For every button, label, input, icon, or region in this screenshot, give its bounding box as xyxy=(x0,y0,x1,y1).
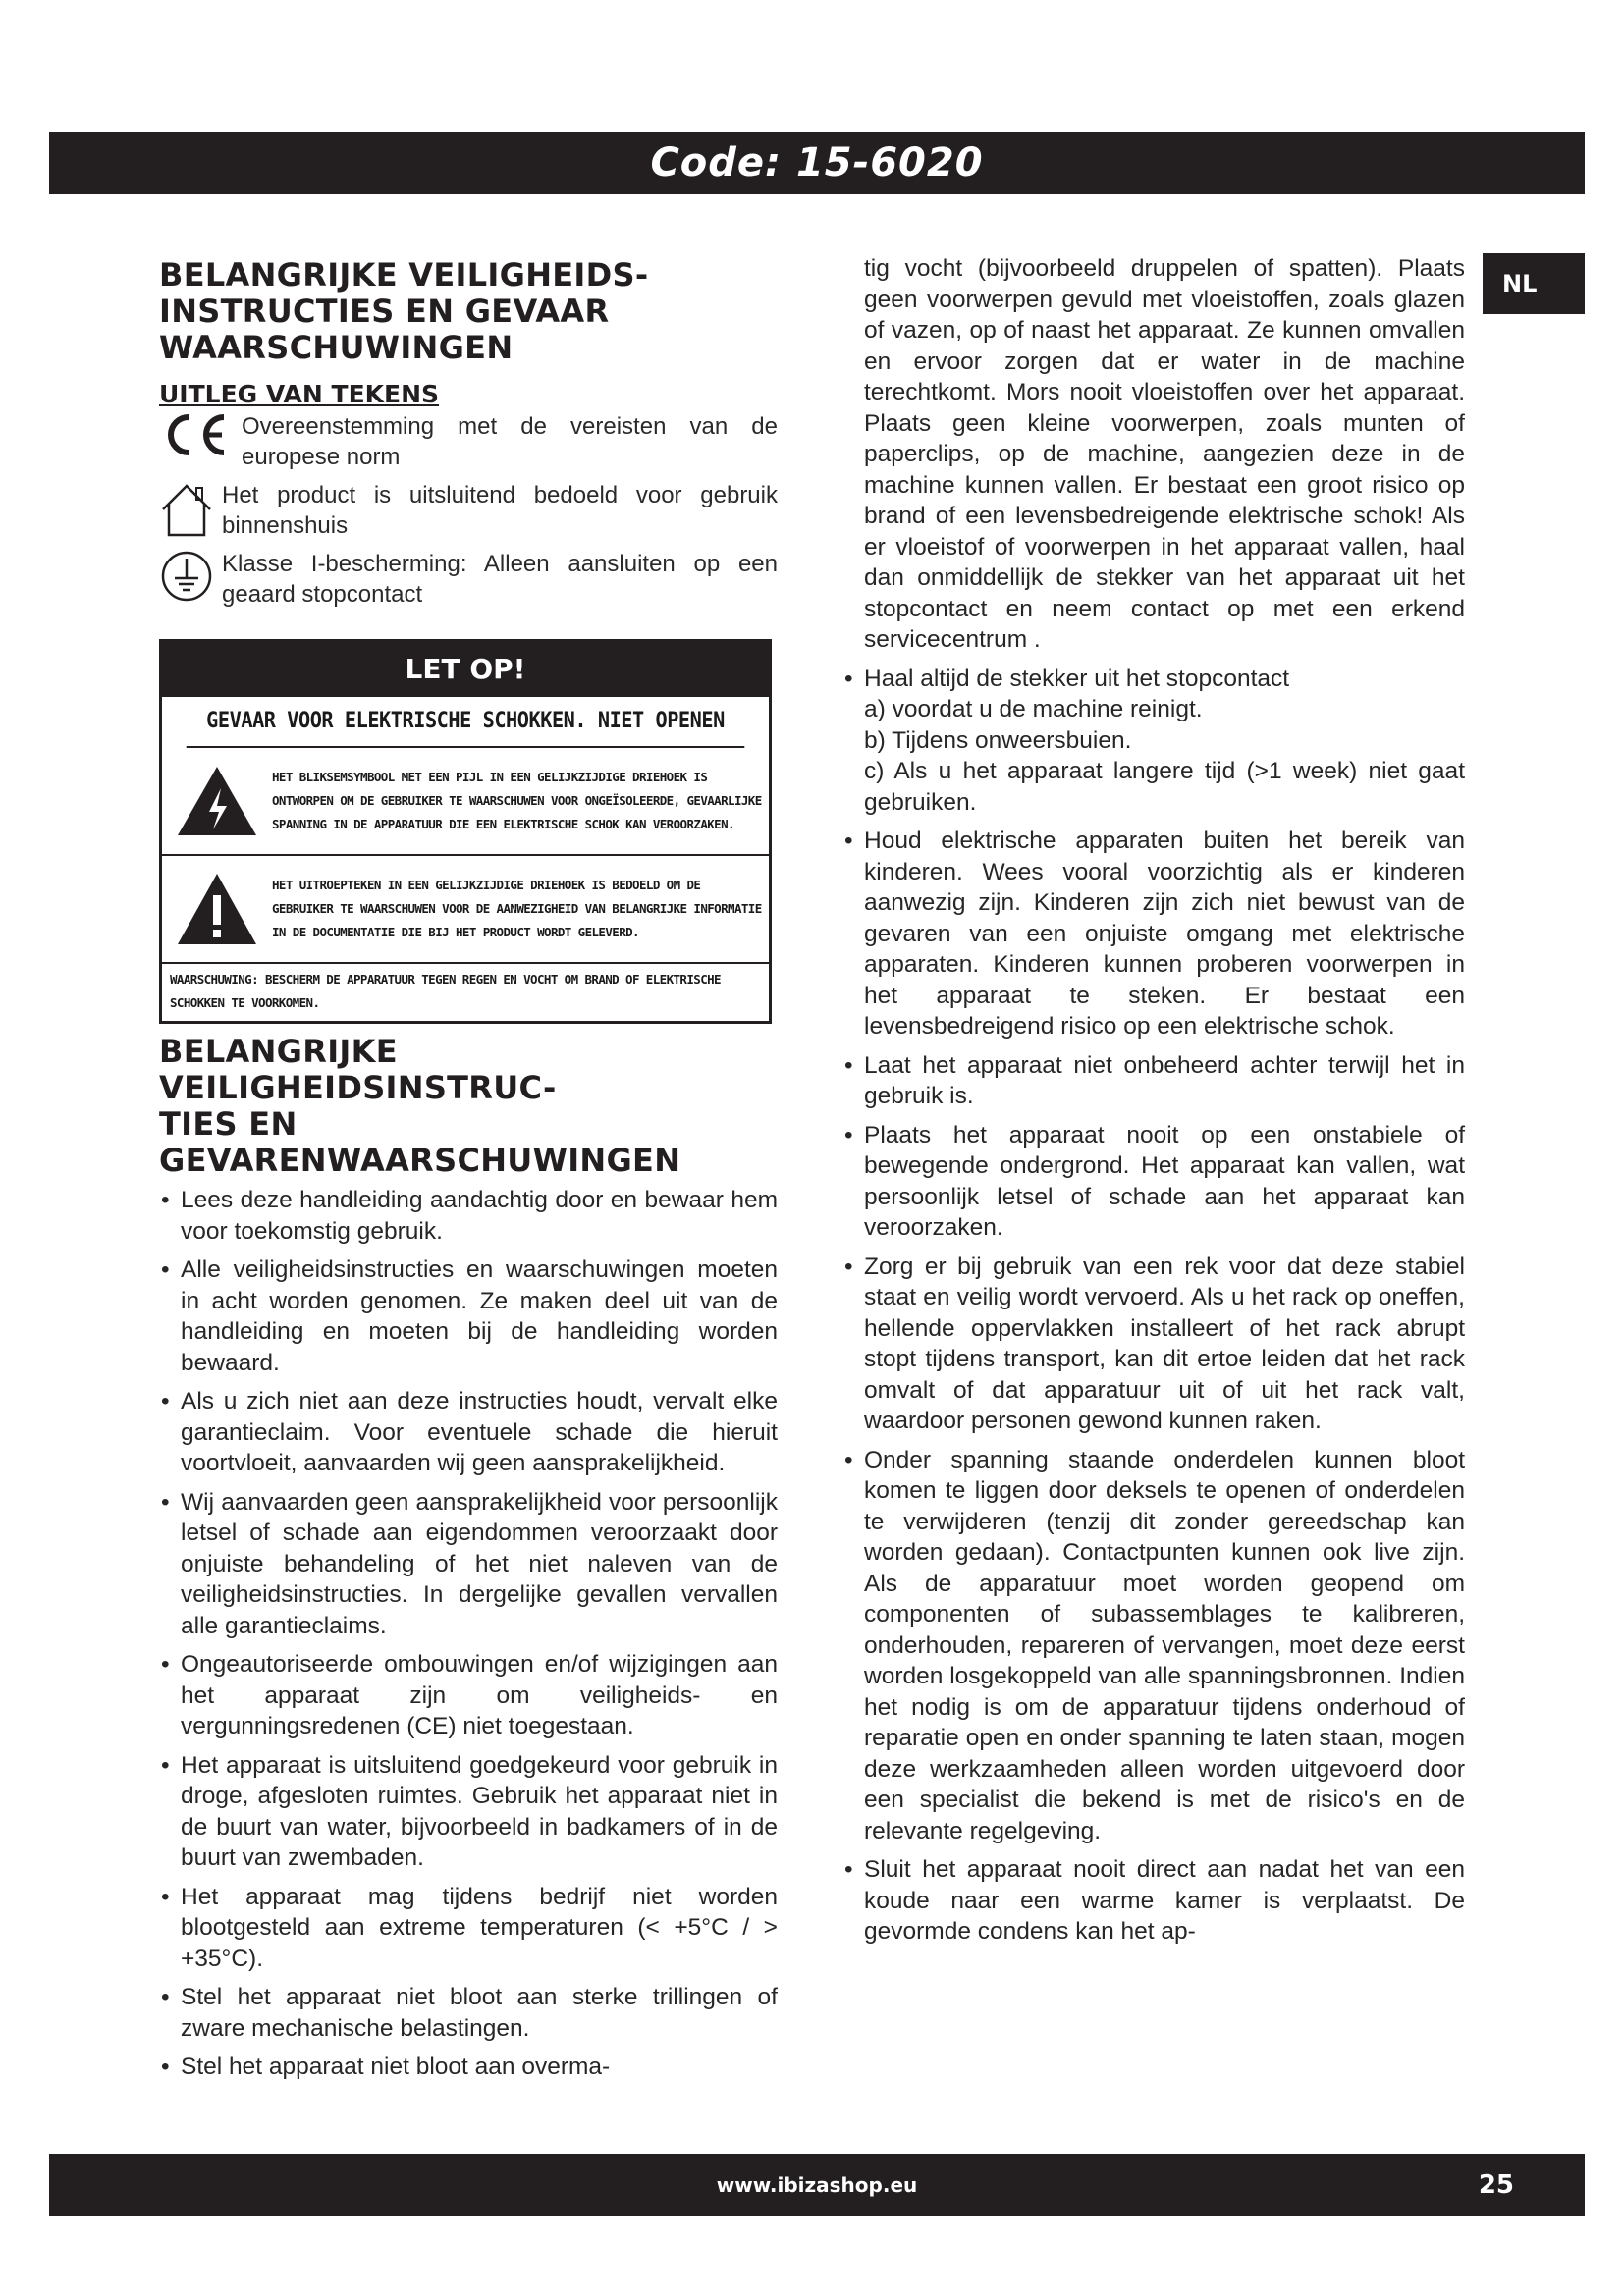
header-bar xyxy=(49,132,1585,194)
list-item: • Haal altijd de stekker uit het stopcontact a) voordat u de machine reinigt. b) Tijdens onweersbuien. c) Als u het apparaat langere tijd (>1 week) niet gaat gebruiken. xyxy=(842,664,1465,819)
ce-mark-icon xyxy=(159,411,234,466)
symbol-row-indoor xyxy=(159,480,778,547)
warning-row-exclamation xyxy=(162,856,769,964)
section-2-title: BELANGRIJKE VEILIGHEIDSINSTRUC- TIES EN GEVARENWAARSCHUWINGEN xyxy=(159,1033,681,1179)
list-item: • Ongeautoriseerde ombouwingen en/of wijzigingen aan het apparaat zijn om veiligheids- en vergunningsredenen (CE) niet toegestaan. xyxy=(159,1649,778,1742)
language-label: NL xyxy=(1502,270,1538,297)
list-item: • Lees deze handleiding aandachtig door en bewaar hem voor toekomstig gebruik. xyxy=(159,1185,778,1247)
ground-icon xyxy=(159,549,214,612)
right-bullet-list xyxy=(842,664,1465,1948)
footer-url: www.ibizashop.eu xyxy=(716,2173,918,2197)
list-item: • Houd elektrische apparaten buiten het bereik van kinderen. Wees vooral voorzichtig als er kinderen aanwezig zijn. Kinderen zijn zich niet bewust van de gevaren van een onjuiste omgang met elektrische apparaten. Kinderen kunnen proberen voorwerpen in het apparaat te steken. Er bestaat een levensbedreigend risico op een elektrische schok. xyxy=(842,826,1465,1042)
warning-box xyxy=(159,639,772,1024)
symbol-text-ce: Overeenstemming met de vereisten van de europese norm xyxy=(242,413,778,470)
list-item: • Stel het apparaat niet bloot aan sterke trillingen of zware mechanische belastingen. xyxy=(159,1982,778,2044)
list-item: • Stel het apparaat niet bloot aan overma- xyxy=(159,2052,778,2083)
legend-title: UITLEG VAN TEKENS xyxy=(159,380,440,408)
exclamation-warning-icon xyxy=(162,870,272,948)
right-column xyxy=(842,253,1465,1955)
list-item: • Plaats het apparaat nooit op een onstabiele of bewegende ondergrond. Het apparaat kan vallen, wat persoonlijk letsel of schade aan het apparaat kan veroorzaken. xyxy=(842,1120,1465,1244)
symbol-text-class1: Klasse I-bescherming: Alleen aansluiten op een geaard stopcontact xyxy=(222,551,778,608)
symbol-text-indoor: Het product is uitsluitend bedoeld voor gebruik binnenshuis xyxy=(222,482,778,539)
list-item: • Laat het apparaat niet onbeheerd achter terwijl het in gebruik is. xyxy=(842,1050,1465,1112)
list-item: • Wij aanvaarden geen aansprakelijkheid voor persoonlijk letsel of schade aan eigendommen veroorzaakt door onjuiste behandeling of het niet naleven van de veiligheidsinstructies. In dergelijke gevallen vervallen alle garantieclaims. xyxy=(159,1487,778,1642)
language-tab xyxy=(1483,253,1585,314)
left-bullet-list xyxy=(159,1185,778,2083)
list-item: • Alle veiligheidsinstructies en waarschuwingen moeten in acht worden genomen. Ze maken deel uit van de handleiding en moeten bij de handleiding worden bewaard. xyxy=(159,1255,778,1378)
exclamation-warning-text: HET UITROEPTEKEN IN EEN GELIJKZIJDIGE DRIEHOEK IS BEDOELD OM DE GEBRUIKER TE WAARSCHUWEN VOOR DE AANWEZIGHEID VAN BELANGRIJKE INFORMATIE IN DE DOCUMENTATIE DIE BIJ HET PRODUCT WORDT GELEVERD. xyxy=(272,878,762,939)
list-item: • Zorg er bij gebruik van een rek voor dat deze stabiel staat en veilig wordt vervoerd. Als u het rack op oneffen, hellende oppervlakken installeert of het rack abrupt stopt tijdens transport, kan dit ertoe leiden dat het rack omvalt of dat apparatuur uit of uit het rack valt, waardoor personen gewond kunnen raken. xyxy=(842,1252,1465,1437)
list-item: • Het apparaat mag tijdens bedrijf niet worden blootgesteld aan extreme temperaturen (< +5°C / > +35°C). xyxy=(159,1882,778,1975)
page-number: 25 xyxy=(1478,2170,1514,2200)
symbol-row-class1 xyxy=(159,549,778,612)
section-title: BELANGRIJKE VEILIGHEIDS- INSTRUCTIES EN GEVAAR WAARSCHUWINGEN xyxy=(159,256,649,366)
warning-heading: LET OP! xyxy=(162,642,769,697)
list-item: • Sluit het apparaat nooit direct aan nadat het van een koude naar een warme kamer is verplaatst. De gevormde condens kan het ap- xyxy=(842,1854,1465,1948)
warning-row-lightning xyxy=(162,748,769,856)
continuation-paragraph: tig vocht (bijvoorbeeld druppelen of spatten). Plaats geen voorwerpen gevuld met vloeistoffen, zoals glazen of vazen, op of naast het apparaat. Ze kunnen omvallen en ervoor zorgen dat er water in de machine terechtkomt. Mors nooit vloeistoffen over het apparaat. Plaats geen kleine voorwerpen, zoals munten of paperclips, op de machine, aangezien deze in de machine kunnen vallen. Er bestaat een groot risico op brand of een levensbedreigende elektrische schok! Als er vloeistof of voorwerpen in het apparaat vallen, haal dan onmiddellijk de stekker van het apparaat uit het stopcontact en neem contact op met een erkend servicecentrum . xyxy=(864,255,1465,653)
lightning-warning-text: HET BLIKSEMSYMBOOL MET EEN PIJL IN EEN GELIJKZIJDIGE DRIEHOEK IS ONTWORPEN OM DE GEBRUIKER TE WAARSCHUWEN VOOR ONGEÏSOLEERDE, GEVAARLIJKE SPANNING IN DE APPARATUUR DIE EEN ELEKTRISCHE SCHOK KAN VEROORZAKEN. xyxy=(272,770,762,831)
warning-footer: WAARSCHUWING: BESCHERM DE APPARATUUR TEGEN REGEN EN VOCHT OM BRAND OF ELEKTRISCHE SCHOKKEN TE VOORKOMEN. xyxy=(170,972,721,1010)
warning-title: GEVAAR VOOR ELEKTRISCHE SCHOKKEN. NIET OPENEN xyxy=(187,697,745,748)
product-code: Code: 15-6020 xyxy=(650,140,984,186)
list-item: • Onder spanning staande onderdelen kunnen bloot komen te liggen door deksels te openen of onderdelen te verwijderen (tenzij dit zonder gereedschap kan worden gedaan). Contactpunten kunnen ook live zijn. Als de apparatuur moet worden geopend om componenten of subassemblages te kalibreren, onderhouden, repareren of vervangen, moet deze eerst worden losgekoppeld van alle spanningsbronnen. Indien het nodig is om de apparatuur tijdens onderhoud of reparatie open en onder spanning te laten staan, mogen deze werkzaamheden alleen worden uitgevoerd door een specialist die bekend is met de risico's en de relevante regelgeving. xyxy=(842,1445,1465,1847)
symbol-row-ce xyxy=(159,411,778,472)
list-item: • Het apparaat is uitsluitend goedgekeurd voor gebruik in droge, afgesloten ruimtes. Gebruik het apparaat niet in de buurt van water, bijvoorbeeld in badkamers of in de buurt van zwembaden. xyxy=(159,1750,778,1874)
lightning-warning-icon xyxy=(162,763,272,839)
house-icon xyxy=(159,480,214,547)
list-item: • Als u zich niet aan deze instructies houdt, vervalt elke garantieclaim. Voor eventuele schade die hieruit voortvloeit, aanvaarden wij geen aansprakelijkheid. xyxy=(159,1386,778,1479)
left-column xyxy=(159,257,778,2091)
footer-bar xyxy=(49,2154,1585,2216)
